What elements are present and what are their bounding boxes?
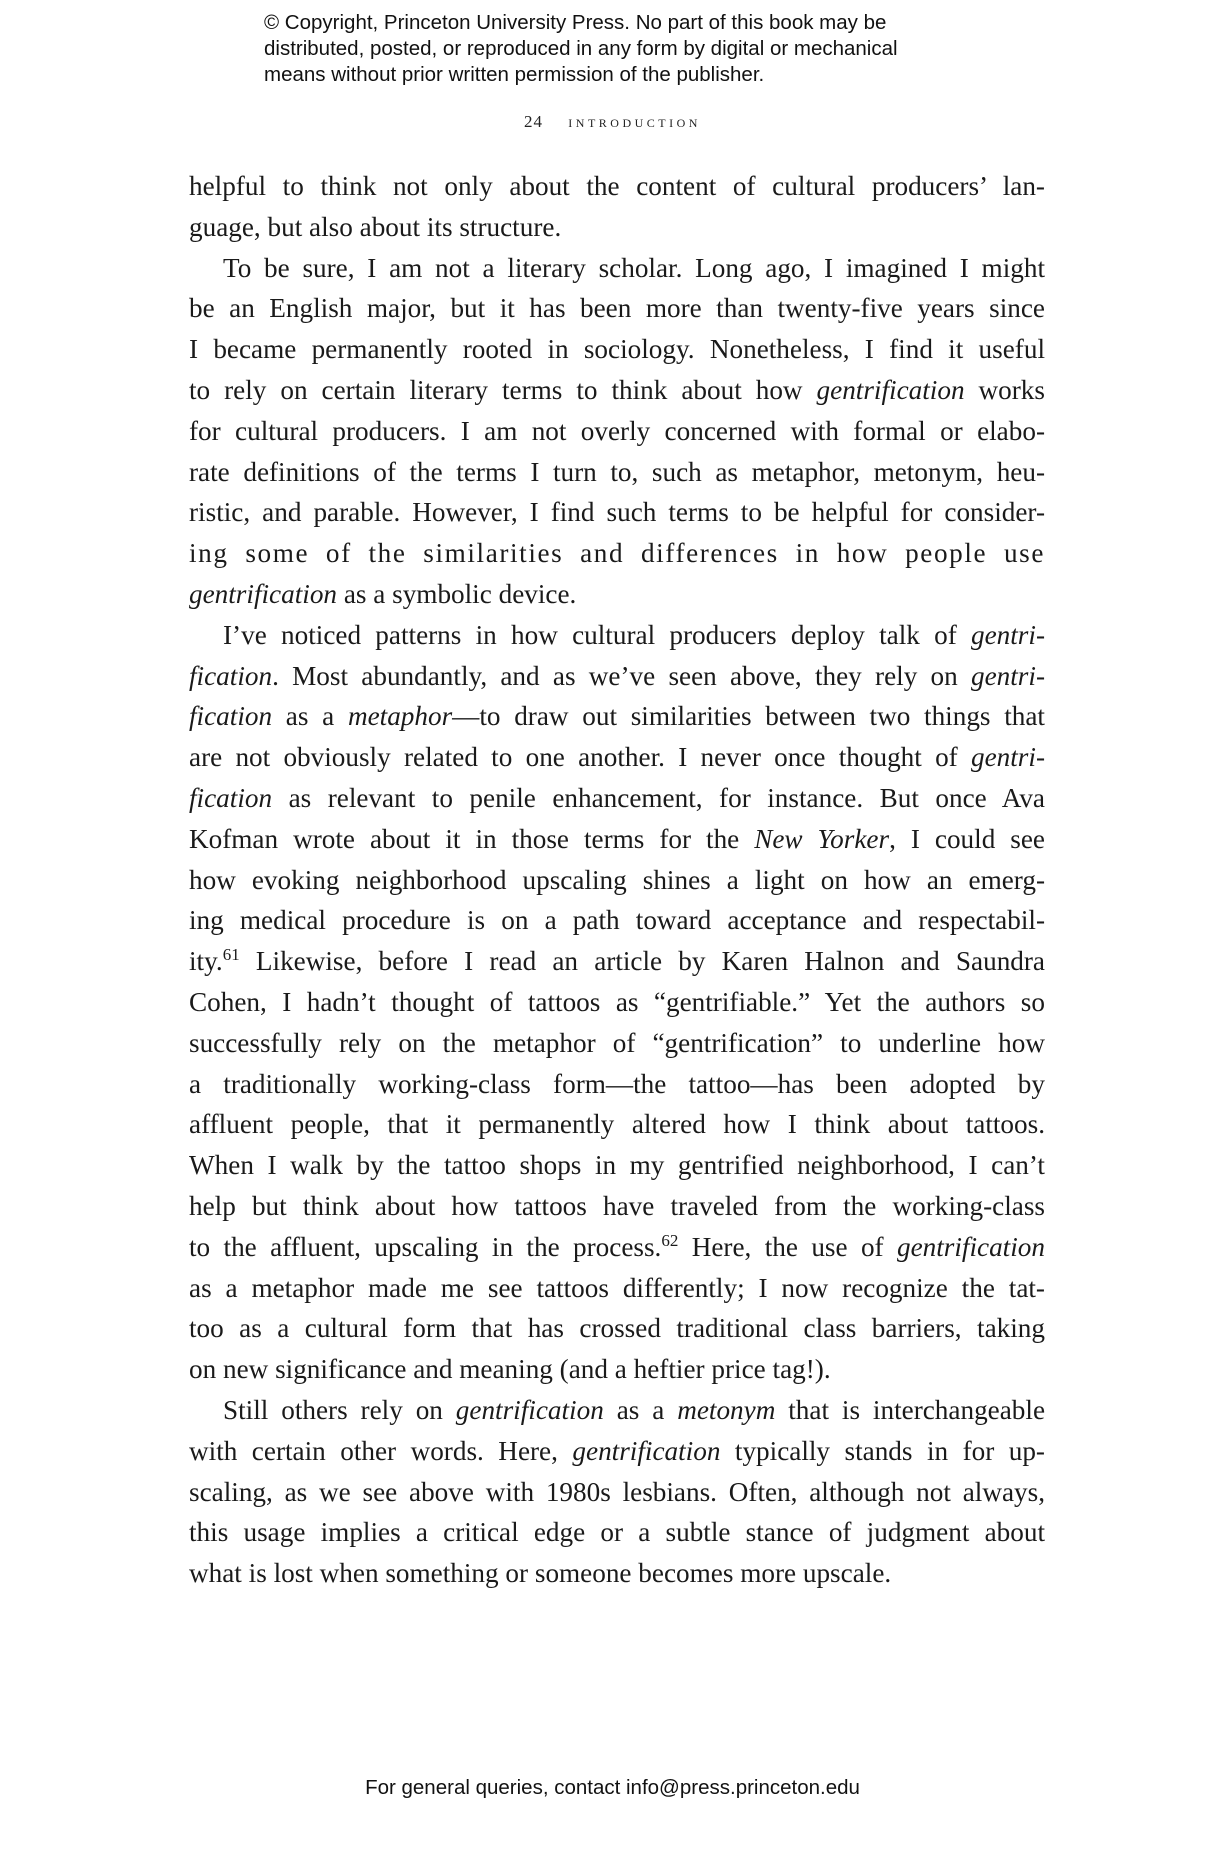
italic-term: gentri- [971, 742, 1045, 773]
text-run: that is interchangeable [775, 1394, 1046, 1425]
text-run: Kofman wrote about it in those terms for the [189, 823, 755, 854]
text-run: for cultural producers. I am not overly concerned with formal or elabo- [189, 415, 1045, 446]
text-run: as a symbolic device. [337, 578, 577, 609]
italic-term: New Yorker [754, 823, 890, 854]
text-line [189, 860, 1045, 901]
body-text [189, 166, 1045, 1594]
text-line [189, 737, 1045, 778]
text-run: with certain other words. Here, [189, 1435, 573, 1466]
text-run: I became permanently rooted in sociology. Nonetheless, I find it useful [189, 334, 1045, 365]
italic-term: gentrification [816, 374, 965, 405]
text-line [189, 778, 1045, 819]
text-line [189, 1023, 1045, 1064]
text-line [189, 696, 1045, 737]
text-run: too as a cultural form that has crossed traditional class barriers, taking [189, 1313, 1045, 1344]
italic-term: gentrification [572, 1435, 721, 1466]
text-run: as a [272, 701, 348, 732]
text-run: how evoking neighborhood upscaling shines a light on how an emerg- [189, 864, 1045, 895]
text-line [189, 411, 1045, 452]
text-run: . Most abundantly, and as we’ve seen above, they rely on [272, 660, 971, 691]
text-line [189, 1104, 1045, 1145]
text-run: works [964, 374, 1045, 405]
section-title: introduction [568, 112, 701, 131]
italic-term: gentrification [896, 1231, 1045, 1262]
copyright-line: © Copyright, Princeton University Press. No part of this book may be [264, 11, 887, 34]
text-run: to the affluent, upscaling in the process. [189, 1231, 662, 1262]
text-run: Cohen, I hadn’t thought of tattoos as “gentrifiable.” Yet the authors so [189, 986, 1045, 1017]
text-line [189, 1145, 1045, 1186]
text-line [189, 1472, 1045, 1513]
text-run: be an English major, but it has been more than twenty-five years since [189, 293, 1045, 324]
italic-term: gentri- [971, 619, 1045, 650]
italic-term: fication [189, 782, 273, 813]
italic-term: metaphor [347, 701, 453, 732]
text-run: I’ve noticed patterns in how cultural producers deploy talk of [223, 619, 971, 650]
page-number: 24 [524, 112, 544, 131]
text-line [189, 492, 1045, 533]
text-line [189, 1227, 1045, 1268]
running-head [0, 112, 1225, 132]
italic-term: gentrification [455, 1394, 604, 1425]
text-run: Still others rely on [223, 1394, 456, 1425]
text-line [189, 819, 1045, 860]
text-line [189, 982, 1045, 1023]
text-run: , I could see [889, 823, 1046, 854]
copyright-line: means without prior written permission of the publisher. [264, 63, 765, 86]
italic-term: fication [189, 660, 273, 691]
text-run: as a [603, 1394, 678, 1425]
text-line [189, 615, 1045, 656]
copyright-notice [264, 10, 984, 88]
text-line [189, 1512, 1045, 1553]
text-run: scaling, as we see above with 1980s lesbians. Often, although not always, [189, 1476, 1045, 1507]
text-run: are not obviously related to one another. I never once thought of [189, 742, 971, 773]
text-line [189, 452, 1045, 493]
text-run: typically stands in for up- [720, 1435, 1045, 1466]
text-line [189, 574, 1045, 615]
text-run: helpful to think not only about the content of cultural producers’ lan- [189, 171, 1045, 201]
text-line [189, 1390, 1045, 1431]
text-run: guage, but also about its structure. [189, 211, 562, 242]
footnote-marker: 62 [661, 1230, 679, 1250]
text-line [189, 1349, 1045, 1390]
text-line [189, 1268, 1045, 1309]
text-run: Here, the use of [678, 1231, 897, 1262]
text-line [189, 533, 1045, 574]
text-run: what is lost when something or someone becomes more upscale. [189, 1558, 892, 1589]
italic-term: metonym [677, 1394, 776, 1425]
text-run: as relevant to penile enhancement, for instance. But once Ava [272, 782, 1045, 813]
text-run: When I walk by the tattoo shops in my gentrified neighborhood, I can’t [189, 1150, 1045, 1181]
text-line [189, 1553, 1045, 1594]
footnote-marker: 61 [222, 945, 240, 965]
text-line [189, 1064, 1045, 1105]
text-line [189, 166, 1045, 207]
text-line [189, 656, 1045, 697]
text-line [189, 207, 1045, 248]
text-run: this usage implies a critical edge or a subtle stance of judgment about [189, 1517, 1045, 1548]
text-line [189, 1431, 1045, 1472]
text-run: ristic, and parable. However, I find such terms to be helpful for consider- [189, 497, 1045, 528]
text-run: successfully rely on the metaphor of “gentrification” to underline how [189, 1027, 1045, 1058]
text-run: to rely on certain literary terms to think about how [189, 374, 817, 405]
text-run: ing some of the similarities and differences in how people use [189, 538, 1045, 569]
text-run: rate definitions of the terms I turn to, such as metaphor, metonym, heu- [189, 456, 1045, 487]
italic-term: fication [189, 701, 273, 732]
text-run: Likewise, before I read an article by Karen Halnon and Saundra [239, 946, 1045, 977]
italic-term: gentri- [971, 660, 1045, 691]
text-line [189, 900, 1045, 941]
text-line [189, 370, 1045, 411]
text-run: as a metaphor made me see tattoos differently; I now recognize the tat- [189, 1272, 1045, 1303]
text-run: help but think about how tattoos have traveled from the working-class [189, 1190, 1045, 1221]
italic-term: gentrification [189, 578, 338, 609]
text-line [189, 248, 1045, 289]
text-line [189, 288, 1045, 329]
text-run: —to draw out similarities between two things that [452, 701, 1045, 732]
text-line [189, 941, 1045, 982]
text-line [189, 1308, 1045, 1349]
text-run: on new significance and meaning (and a heftier price tag!). [189, 1354, 831, 1385]
text-run: affluent people, that it permanently altered how I think about tattoos. [189, 1109, 1045, 1140]
text-run: a traditionally working-class form—the tattoo—has been adopted by [189, 1068, 1045, 1099]
text-line [189, 1186, 1045, 1227]
footer-contact: For general queries, contact info@press.princeton.edu [365, 1776, 860, 1799]
text-line [189, 329, 1045, 370]
text-run: ing medical procedure is on a path toward acceptance and respectabil- [189, 905, 1045, 936]
text-run: To be sure, I am not a literary scholar. Long ago, I imagined I might [223, 252, 1045, 283]
text-run: ity. [189, 946, 223, 977]
copyright-line: distributed, posted, or reproduced in any form by digital or mechanical [264, 37, 898, 60]
